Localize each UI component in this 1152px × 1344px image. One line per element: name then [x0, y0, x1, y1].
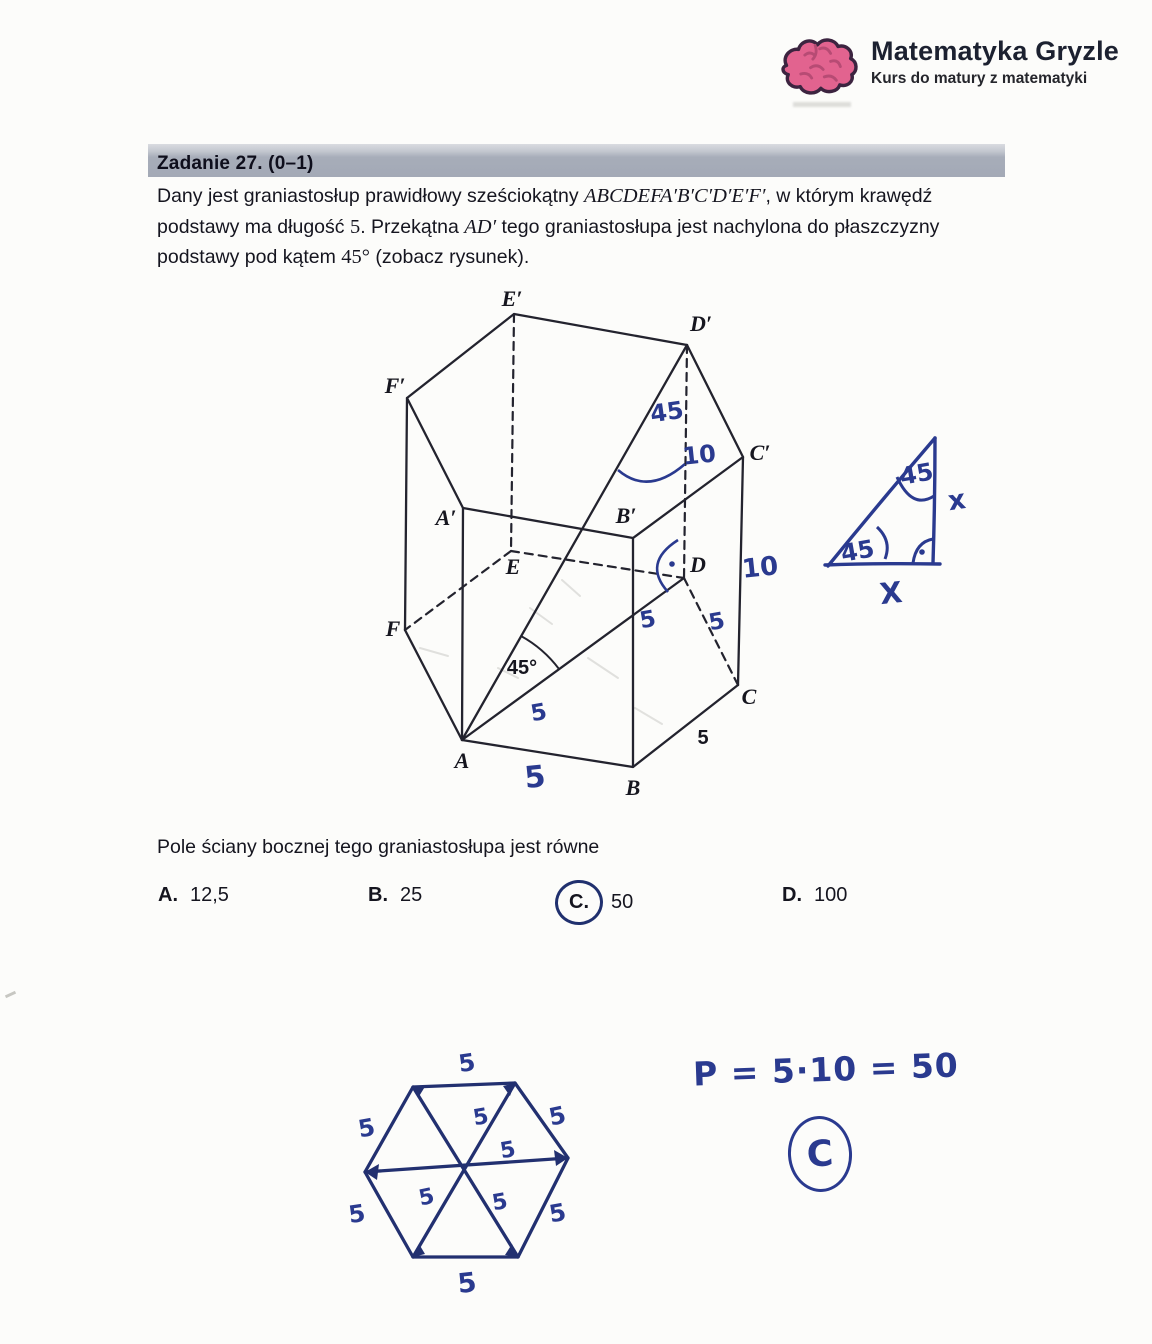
vertex-label-B: B: [625, 775, 641, 800]
pen-seg-5-AD: 5: [528, 698, 549, 728]
prism-vertex-labels: [384, 286, 771, 800]
hexagon-sketch-figure: [340, 1040, 590, 1305]
prism-dashed-edges: [405, 314, 738, 685]
triangle-angle-top-label: 45: [897, 457, 936, 491]
answer-option-c: [555, 880, 633, 925]
answer-option-d: [782, 884, 847, 907]
answer-value: 25: [400, 884, 423, 906]
answer-value: 50: [611, 891, 634, 913]
vertex-label-C-prime: C′: [749, 440, 771, 465]
vertex-label-F-prime: F′: [384, 373, 406, 398]
triangle-leg-right-label: x: [946, 484, 968, 518]
answer-letter: A.: [158, 884, 178, 906]
hexagon-lines: [365, 1083, 568, 1257]
problem-line-1: Dany jest graniastosłup prawidłowy sześciokątny ABCDEFA′B′C′D′E′F′, w którym krawędź: [157, 185, 933, 207]
answer-letter: B.: [368, 884, 388, 906]
solution-equation: P = 5·10 = 50: [692, 1045, 960, 1094]
vertex-label-A: A: [454, 748, 470, 773]
answer-value: 12,5: [190, 884, 229, 906]
problem-line-2: podstawy ma długość 5. Przekątna AD′ tego graniastosłupa jest nachylona do płaszczyzny: [157, 215, 940, 238]
hexagon-radius-label: 5: [490, 1188, 510, 1217]
brand-title: Matematyka Gryzle: [871, 36, 1120, 66]
brand-subtitle: Kurs do matury z matematyki: [871, 70, 1088, 87]
vertex-label-C: C: [741, 684, 757, 709]
vertex-label-B-prime: B′: [615, 503, 637, 528]
prism-figure: [380, 280, 780, 810]
brain-icon: [775, 28, 861, 104]
answer-value: 100: [814, 884, 848, 906]
answer-letter: D.: [782, 884, 802, 906]
answer-letter: C.: [569, 891, 589, 913]
problem-line-3: podstawy pod kątem 45° (zobacz rysunek).: [157, 246, 530, 268]
vertex-label-F: F: [385, 616, 401, 641]
triangle-right-angle-dot: [919, 549, 925, 555]
task-header-label: Zadanie 27. (0–1): [157, 153, 314, 174]
stray-pen-mark: [5, 991, 16, 998]
vertex-label-A-prime: A′: [435, 505, 457, 530]
pen-len-10-DD-prime: 10: [681, 439, 718, 471]
hexagon-side-label: 5: [546, 1197, 569, 1229]
hexagon-side-label: 5: [546, 1100, 569, 1132]
final-answer-letter: C: [805, 1132, 835, 1176]
diagonal-AD: [462, 578, 684, 740]
hexagon-side-label: 5: [346, 1199, 368, 1230]
hexagon-radius-label: 5: [416, 1183, 437, 1212]
side-triangle-figure: [815, 425, 985, 620]
pen-angle-arc-at-D-prime: [618, 464, 685, 482]
hexagon-side-label: 5: [456, 1267, 479, 1300]
answer-option-a: [158, 884, 229, 907]
final-answer-circle: [785, 1114, 854, 1194]
hexagon-radius-label: 5: [471, 1103, 491, 1132]
printed-angle-45-label: 45°: [506, 657, 538, 679]
task-header-bar: [148, 144, 1005, 177]
triangle-angle-left-label: 45: [838, 534, 877, 568]
triangle-leg-bottom-label: X: [878, 574, 904, 612]
prism-solid-edges: [405, 314, 743, 767]
pen-angle-45-at-D-prime: 45: [648, 395, 686, 429]
pen-len-10-CC-prime: 10: [740, 551, 780, 585]
hexagon-side-label: 5: [355, 1112, 378, 1144]
pen-right-angle-dot: [669, 561, 675, 567]
answer-c-circle: [553, 878, 604, 926]
brand-logo: [775, 28, 1119, 104]
pen-edge-5-DC: 5: [706, 607, 727, 637]
logo-smudge: [793, 102, 851, 107]
pen-edge-5-ED: 5: [637, 605, 658, 635]
triangle-left-angle-arc: [877, 527, 887, 559]
vertex-label-D: D: [690, 552, 706, 577]
question-text: Pole ściany bocznej tego graniastosłupa jest równe: [157, 836, 600, 858]
vertex-label-E: E: [505, 554, 521, 579]
hexagon-radius-label: 5: [498, 1136, 518, 1165]
answer-option-b: [368, 884, 422, 907]
problem-text: [157, 181, 1017, 273]
vertex-label-E-prime: E′: [501, 286, 523, 311]
printed-edge-BC-label: 5: [697, 727, 709, 749]
vertex-label-D-prime: D′: [689, 311, 713, 336]
hexagon-side-label: 5: [456, 1048, 478, 1079]
edge-Eprime-E: [511, 314, 514, 551]
pen-edge-5-AB: 5: [522, 759, 548, 797]
